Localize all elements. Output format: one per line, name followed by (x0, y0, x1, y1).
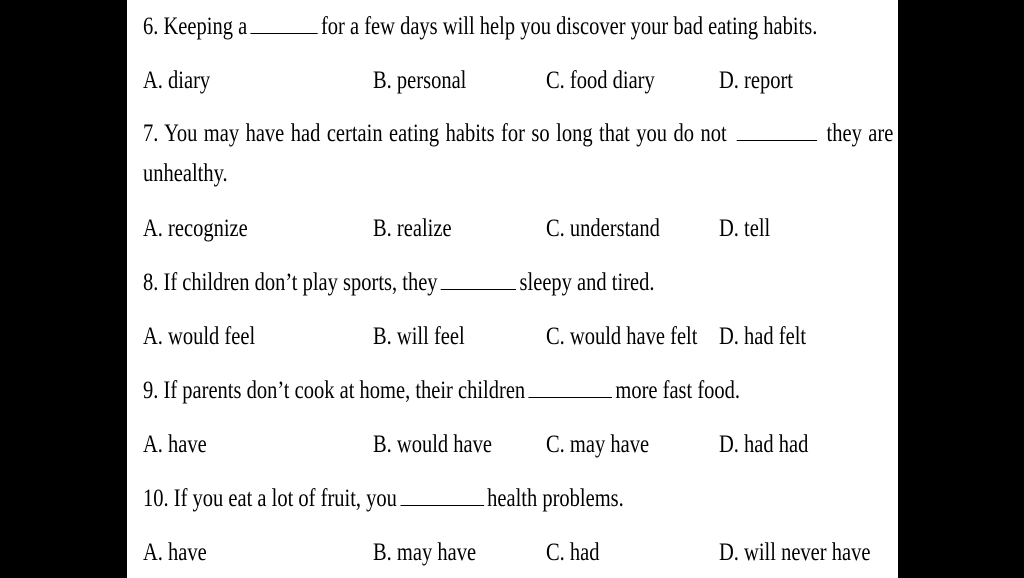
question-9-blank (528, 377, 612, 398)
q6-option-c: C. food diary (546, 67, 655, 94)
question-8-prefix: 8. If children don’t play sports, they (143, 269, 438, 296)
q7-option-a: A. recognize (143, 215, 248, 242)
worksheet-page (127, 0, 898, 578)
question-8-blank (441, 269, 516, 290)
q9-option-a: A. have (143, 431, 207, 458)
question-10-blank (400, 485, 484, 506)
q7-option-c: C. understand (546, 215, 660, 242)
q8-option-d: D. had felt (719, 323, 807, 350)
question-6-suffix: for a few days will help you discover your bad eating habits. (320, 13, 818, 40)
question-8 (143, 268, 757, 298)
question-9-suffix: more fast food. (615, 377, 741, 404)
question-6-blank (250, 13, 317, 34)
q8-option-b: B. will feel (373, 323, 465, 350)
question-7-suffix: they are (826, 120, 894, 147)
question-8-suffix: sleepy and tired. (519, 269, 655, 296)
question-7 (143, 119, 893, 149)
question-10-prefix: 10. If you eat a lot of fruit, you (143, 485, 397, 512)
q10-option-b: B. may have (373, 539, 477, 566)
q6-option-d: D. report (719, 67, 794, 94)
question-7-blank (736, 120, 816, 141)
q6-option-a: A. diary (143, 67, 211, 94)
q9-option-b: B. would have (373, 431, 493, 458)
q10-option-a: A. have (143, 539, 207, 566)
question-7-prefix: 7. You may have had certain eating habits for so long that you do not (143, 120, 727, 147)
q8-option-c: C. would have felt (546, 323, 698, 350)
question-7-continuation: unhealthy. (143, 160, 228, 187)
question-9-prefix: 9. If parents don’t cook at home, their children (143, 377, 526, 404)
question-6 (143, 12, 818, 42)
question-10 (143, 484, 757, 514)
q10-option-d: D. will never have (719, 539, 871, 566)
question-9 (143, 376, 757, 406)
question-10-suffix: health problems. (487, 485, 624, 512)
question-6-prefix: 6. Keeping a (143, 13, 248, 40)
q6-option-b: B. personal (373, 67, 467, 94)
q9-option-d: D. had had (719, 431, 809, 458)
q9-option-c: C. may have (546, 431, 650, 458)
q10-option-c: C. had (546, 539, 600, 566)
q7-option-d: D. tell (719, 215, 771, 242)
q8-option-a: A. would feel (143, 323, 256, 350)
q7-option-b: B. realize (373, 215, 452, 242)
